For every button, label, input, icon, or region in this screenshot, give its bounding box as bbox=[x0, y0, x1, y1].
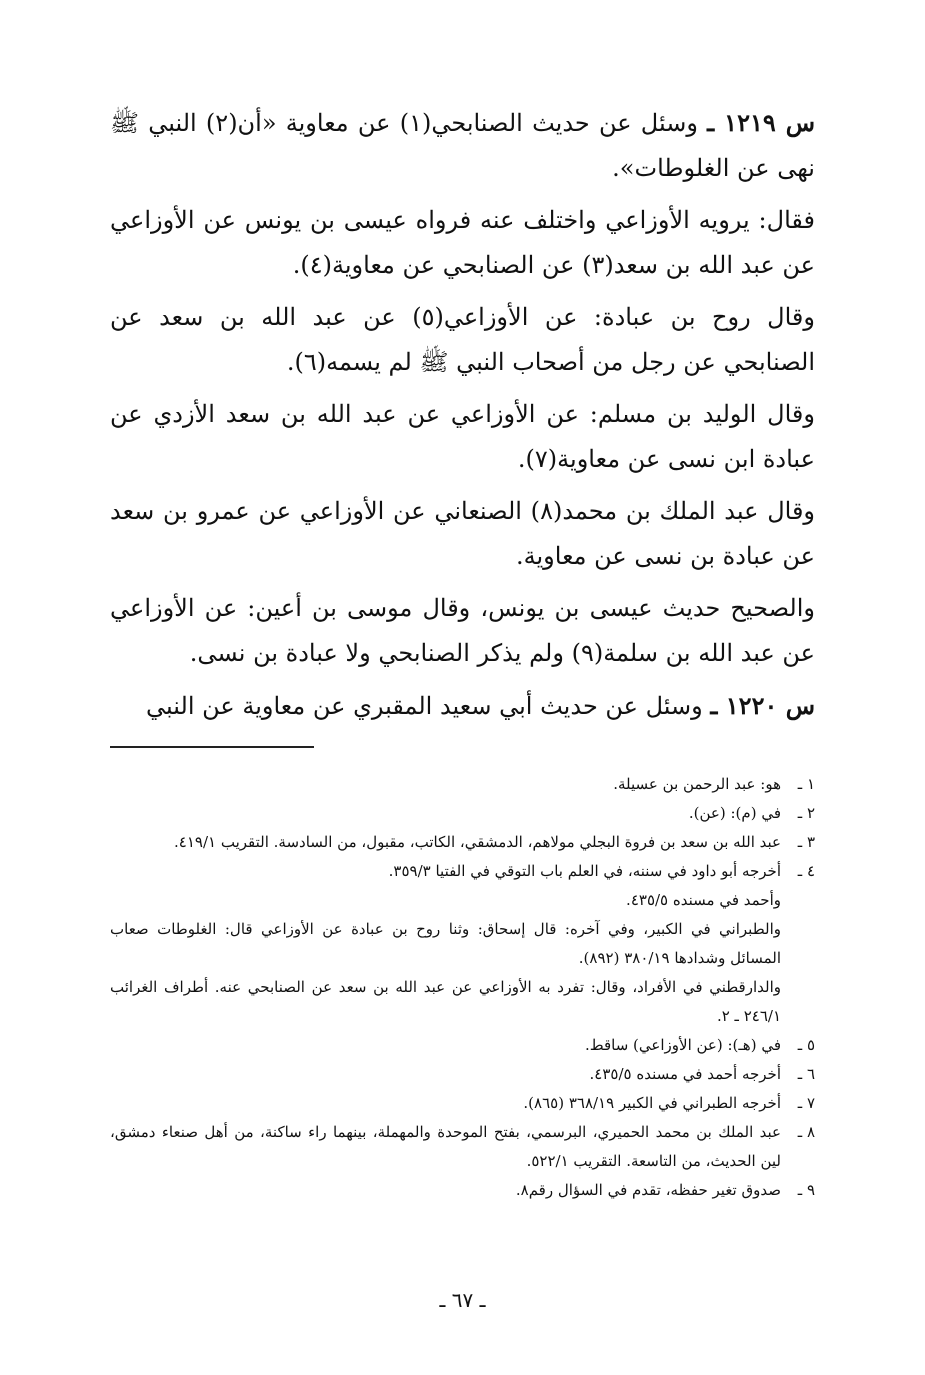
footnote-text: أخرجه أحمد في مسنده ٤٣٥/٥. bbox=[589, 1065, 781, 1083]
footnote bbox=[110, 1089, 815, 1118]
paragraph bbox=[110, 295, 815, 385]
paragraph-text: وقال الوليد بن مسلم: عن الأوزاعي عن عبد الله بن سعد الأزدي عن عبادة ابن نسى عن معاوية(٧). bbox=[110, 400, 815, 473]
paragraph bbox=[110, 392, 815, 482]
paragraph-text: وسئل عن حديث الصنابحي(١) عن معاوية «أن(٢) النبي ﷺ نهى عن الغلوطات». bbox=[110, 109, 815, 182]
footnote-text: عبد الملك بن محمد الحميري، البرسمي، بفتح الموحدة والمهملة، بينهما راء ساكنة، من أهل صنعاء دمشق، لين الحديث، من التاسعة. التقريب ٥٢٢/١. bbox=[110, 1123, 781, 1170]
footnote-number: ٦ ـ bbox=[797, 1065, 815, 1083]
main-text bbox=[110, 100, 815, 736]
footnote-text: في (م): (عن). bbox=[688, 804, 781, 822]
paragraph-text: وقال روح بن عبادة: عن الأوزاعي(٥) عن عبد الله بن سعد عن الصنابحي عن رجل من أصحاب النبي ﷺ لم يسمه(٦). bbox=[110, 303, 815, 376]
footnote-number: ٩ ـ bbox=[797, 1181, 815, 1199]
footnote-number: ٢ ـ bbox=[797, 804, 815, 822]
page-number: ـ ٦٧ ـ bbox=[439, 1288, 486, 1312]
footnote-text: والدارقطني في الأفراد، وقال: تفرد به الأوزاعي عن عبد الله بن سعد عن الصنابحي عنه. أطراف الغرائب ٢٤٦/١ ـ ٢. bbox=[110, 978, 781, 1025]
paragraph-text: وسئل عن حديث أبي سعيد المقبري عن معاوية عن النبي bbox=[146, 692, 703, 720]
footnote bbox=[110, 1060, 815, 1089]
footnote-text: أخرجه الطبراني في الكبير ٣٦٨/١٩ (٨٦٥). bbox=[523, 1094, 781, 1112]
footnote bbox=[110, 1118, 815, 1176]
footnotes bbox=[110, 770, 815, 1205]
footnote-text: وأحمد في مسنده ٤٣٥/٥. bbox=[626, 891, 781, 909]
footnote-divider bbox=[110, 746, 314, 748]
paragraph bbox=[110, 586, 815, 676]
footnote bbox=[110, 799, 815, 828]
footnote-number: ٣ ـ bbox=[797, 833, 815, 851]
footnote bbox=[110, 857, 815, 1031]
footnote-text: عبد الله بن سعد بن فروة البجلي مولاهم، الدمشقي، الكاتب، مقبول، من السادسة. التقريب ٤١٩/١. bbox=[174, 833, 781, 851]
footnote-text: أخرجه أبو داود في سننه، في العلم باب التوقي في الفتيا ٣٥٩/٣. bbox=[388, 862, 781, 880]
paragraph bbox=[110, 683, 815, 729]
footnote-text: والطبراني في الكبير، وفي آخره: قال إسحاق: وثنا روح بن عبادة عن الأوزاعي قال: الغلوطات صعاب المسائل وشدادها ٣٨٠/١٩ (٨٩٢). bbox=[110, 920, 781, 967]
footnote bbox=[110, 1031, 815, 1060]
paragraph-text: فقال: يرويه الأوزاعي واختلف عنه فرواه عيسى بن يونس عن الأوزاعي عن عبد الله بن سعد(٣) عن الصنابحي عن معاوية(٤). bbox=[110, 206, 815, 279]
footnote-text: في (هـ): (عن الأوزاعي) ساقط. bbox=[584, 1036, 781, 1054]
footnote-text: صدوق تغير حفظه، تقدم في السؤال رقم٨. bbox=[515, 1181, 781, 1199]
footnote bbox=[110, 1176, 815, 1205]
footnote-number: ٤ ـ bbox=[797, 862, 815, 880]
paragraph-text: والصحيح حديث عيسى بن يونس، وقال موسى بن أعين: عن الأوزاعي عن عبد الله بن سلمة(٩) ولم يذكر الصنابحي ولا عبادة بن نسى. bbox=[110, 594, 815, 667]
footnote bbox=[110, 828, 815, 857]
footnote-number: ١ ـ bbox=[797, 775, 815, 793]
footnote-number: ٨ ـ bbox=[797, 1123, 815, 1141]
paragraph bbox=[110, 489, 815, 579]
footnote-number: ٧ ـ bbox=[797, 1094, 815, 1112]
question-number: س ١٢١٩ ـ bbox=[707, 108, 815, 137]
footnote bbox=[110, 770, 815, 799]
paragraph bbox=[110, 100, 815, 191]
footnote-number: ٥ ـ bbox=[797, 1036, 815, 1054]
paragraph bbox=[110, 198, 815, 288]
question-number: س ١٢٢٠ ـ bbox=[710, 691, 815, 720]
footnote-text: هو: عبد الرحمن بن عسيلة. bbox=[613, 775, 781, 793]
paragraph-text: وقال عبد الملك بن محمد(٨) الصنعاني عن الأوزاعي عن عمرو بن سعد عن عبادة بن نسى عن معاوية. bbox=[110, 497, 816, 570]
